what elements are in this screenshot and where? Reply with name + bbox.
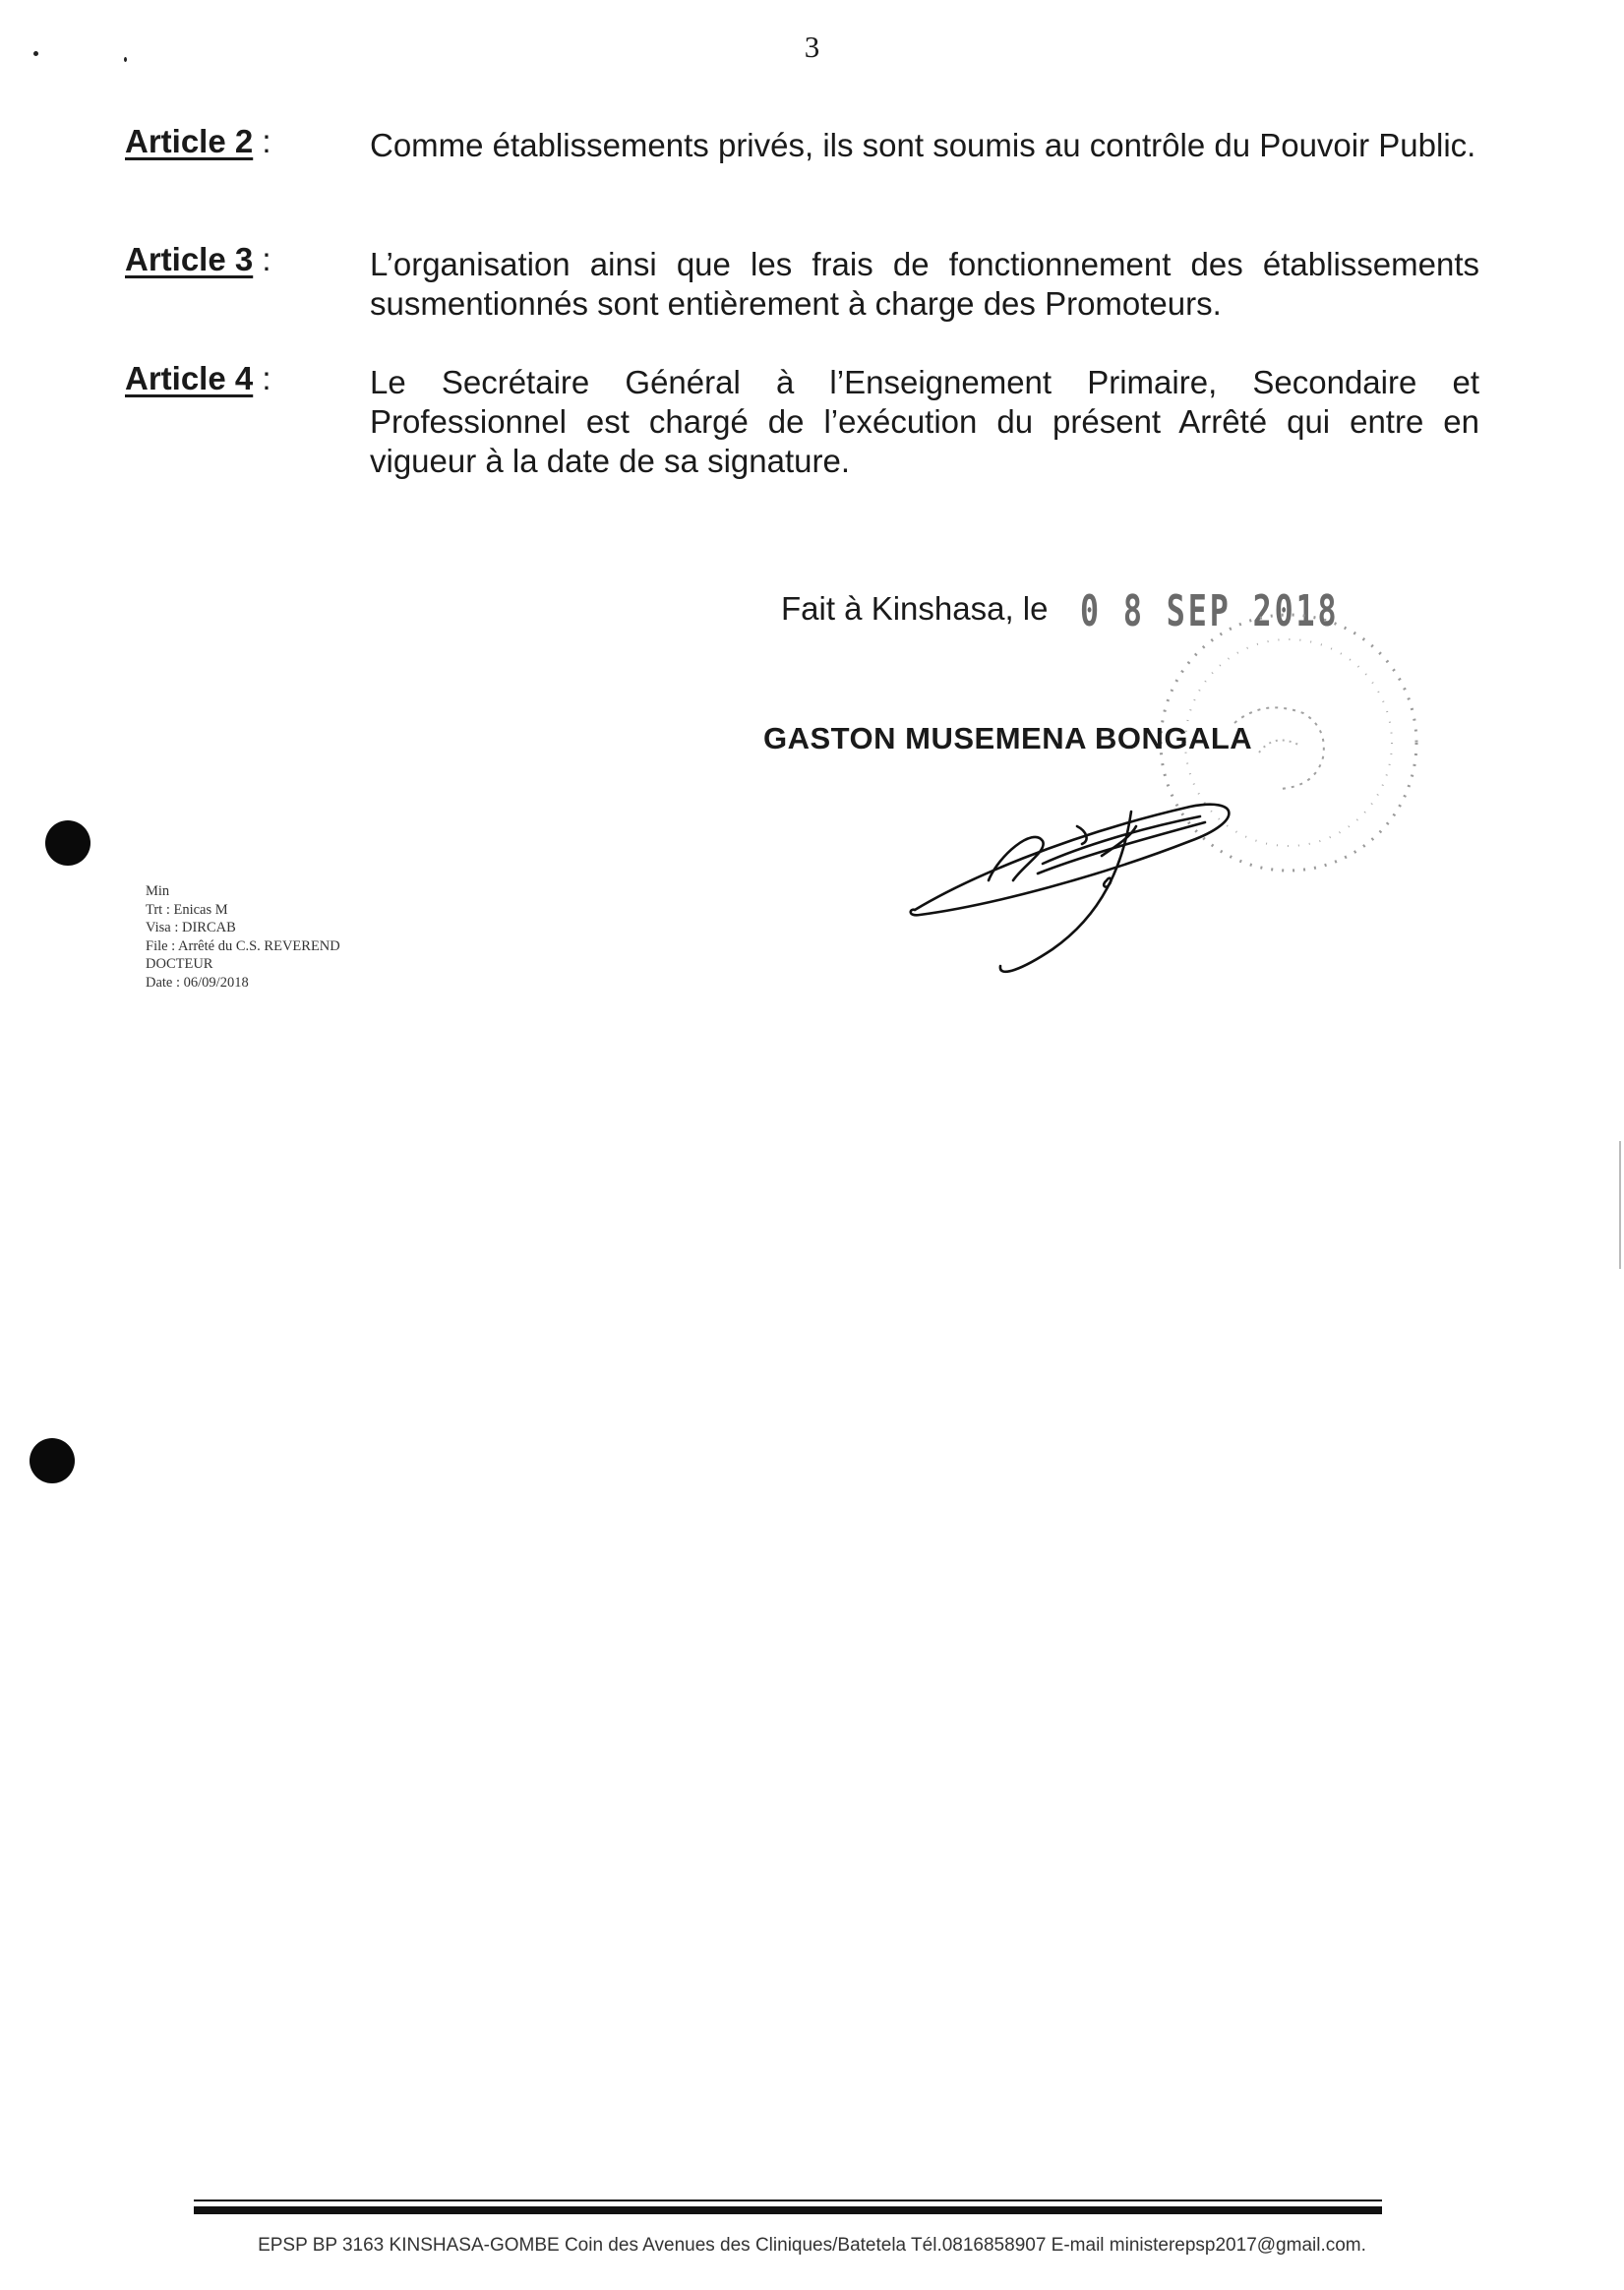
place-date-line: Fait à Kinshasa, le: [781, 590, 1049, 627]
reference-line: DOCTEUR: [146, 956, 213, 972]
article-body: L’organisation ainsi que les frais de fonctionnement des établissements susmentionnés sont entièrement à charge des Promoteurs.: [370, 246, 1479, 322]
scan-edge-mark: [1619, 1141, 1621, 1269]
article-separator: :: [253, 360, 271, 396]
footer-address: EPSP BP 3163 KINSHASA-GOMBE Coin des Avenues des Cliniques/Batetela Tél.0816858907 E-mail ministerepsp2017@gmail.com.: [258, 2235, 1366, 2256]
article-body: Le Secrétaire Général à l’Enseignement Primaire, Secondaire et Professionnel est chargé de l’exécution du présent Arrêté qui entre en vigueur à la date de sa signature.: [370, 364, 1479, 479]
article-label: [125, 241, 271, 278]
article-separator: :: [253, 123, 271, 159]
reference-line: Trt : Enicas M: [146, 901, 228, 918]
reference-line: Date : 06/09/2018: [146, 974, 249, 991]
reference-line: File : Arrêté du C.S. REVEREND: [146, 937, 340, 954]
signatory-name: GASTON MUSEMENA BONGALA: [763, 721, 1253, 755]
punch-hole: [30, 1438, 75, 1483]
footer-divider: [194, 2200, 1382, 2201]
article-separator: :: [253, 241, 271, 277]
footer-divider: [194, 2206, 1382, 2214]
article-label: [125, 360, 271, 397]
article-label-text: Article 4: [125, 360, 254, 396]
reference-line: Visa : DIRCAB: [146, 920, 236, 935]
article-label: [125, 123, 271, 160]
punch-hole: [45, 820, 90, 866]
reference-line: Min: [146, 883, 170, 899]
reference-block: [146, 882, 340, 992]
article-label-text: Article 3: [125, 241, 254, 277]
page-number: 3: [804, 30, 820, 64]
date-stamp: 0 8 SEP 2018: [1080, 586, 1340, 636]
handwritten-signature: [905, 787, 1298, 984]
article-body: Comme établissements privés, ils sont soumis au contrôle du Pouvoir Public.: [370, 127, 1476, 163]
article-label-text: Article 2: [125, 123, 254, 159]
